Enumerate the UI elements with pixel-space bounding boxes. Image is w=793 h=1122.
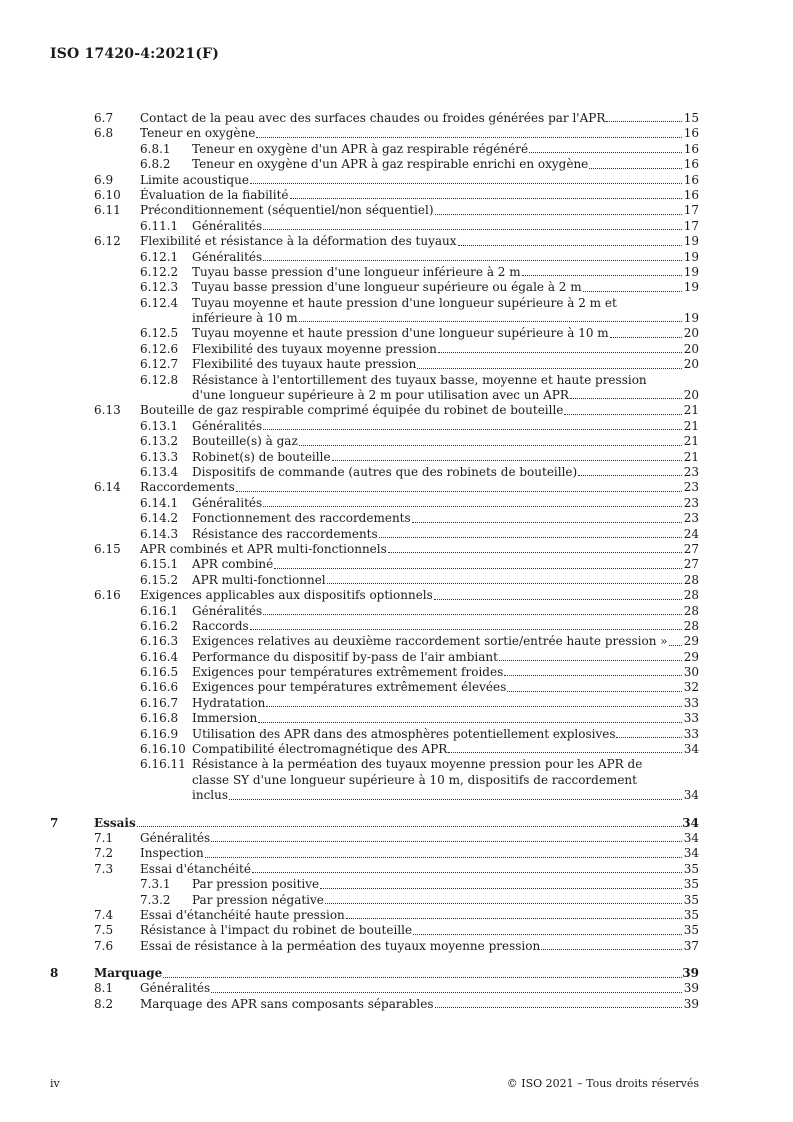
toc-page-number: 17: [683, 218, 699, 233]
toc-number: 6.16.11: [140, 757, 186, 772]
toc-title: Bouteille(s) à gaz: [192, 434, 298, 449]
toc-title: APR multi-fonctionnel: [192, 572, 326, 587]
toc-page-number: 16: [683, 172, 699, 187]
toc-page-number: 21: [683, 418, 699, 433]
dot-leader: [541, 939, 682, 950]
toc-entry[interactable]: [0, 816, 793, 831]
toc-page-number: 19: [683, 234, 699, 249]
toc-title: Par pression positive: [192, 877, 320, 892]
toc-page-number: 29: [683, 634, 699, 649]
toc-number: 6.13.3: [140, 449, 179, 464]
toc-number: 6.16.2: [140, 618, 179, 633]
toc-entry[interactable]: [0, 111, 793, 126]
dot-leader: [522, 265, 682, 276]
dot-leader: [413, 923, 682, 934]
toc-number: 6.12.3: [140, 280, 179, 295]
toc-title: Exigences pour températures extrêmement froides: [192, 665, 504, 680]
toc-title: Préconditionnement (séquentiel/non séquentiel): [140, 203, 434, 218]
toc-page-number: 21: [683, 403, 699, 418]
toc-title: Performance du dispositif by-pass de l'air ambiant: [192, 649, 498, 664]
toc-page-number: 21: [683, 449, 699, 464]
toc-entry[interactable]: [0, 997, 793, 1012]
toc-page-number: 28: [683, 588, 699, 603]
dot-leader: [438, 342, 682, 353]
dot-leader: [578, 465, 682, 476]
dot-leader: [435, 997, 682, 1008]
toc-page-number: 17: [683, 203, 699, 218]
toc-entry[interactable]: [0, 388, 793, 403]
toc-entry[interactable]: [0, 788, 793, 803]
toc-title: APR combiné: [192, 557, 274, 572]
toc-number: 8.2: [94, 996, 114, 1011]
toc-number: 6.12.7: [140, 357, 179, 372]
dot-leader: [499, 650, 682, 661]
dot-leader: [606, 111, 682, 122]
toc-number: 6.16.5: [140, 665, 179, 680]
toc-number: 7.3.2: [140, 892, 171, 907]
toc-title: Généralités: [140, 981, 211, 996]
dot-leader: [325, 893, 682, 904]
toc-entry[interactable]: [0, 680, 793, 695]
toc-title: Compatibilité électromagnétique des APR: [192, 742, 448, 757]
toc-title: Utilisation des APR dans des atmosphères potentiellement explosives: [192, 726, 616, 741]
toc-page-number: 27: [683, 541, 699, 556]
toc-number: 6.14.3: [140, 526, 179, 541]
dot-leader: [564, 403, 682, 414]
toc-title: Essais: [94, 815, 136, 830]
toc-entry[interactable]: [0, 265, 793, 280]
toc-title: Résistance à l'entortillement des tuyaux basse, moyenne et haute pression: [192, 372, 647, 387]
toc-title: Résistance des raccordements: [192, 526, 378, 541]
dot-leader: [417, 357, 682, 368]
toc-number: 7.3.1: [140, 877, 171, 892]
dot-leader: [458, 234, 682, 245]
dot-leader: [610, 326, 682, 337]
toc-entry[interactable]: [0, 727, 793, 742]
dot-leader: [290, 188, 682, 199]
toc-number: 6.13.4: [140, 464, 179, 479]
toc-number: 6.16.6: [140, 680, 179, 695]
toc-entry[interactable]: [0, 893, 793, 908]
toc-number: 6.16.8: [140, 711, 179, 726]
dot-leader: [236, 480, 682, 491]
toc-number: 6.16.3: [140, 634, 179, 649]
toc-page-number: 28: [683, 572, 699, 587]
toc-page-number: 20: [683, 357, 699, 372]
dot-leader: [205, 846, 682, 857]
toc-page-number: 21: [683, 434, 699, 449]
toc-title: Hydratation: [192, 695, 266, 710]
toc-number: 7.5: [94, 923, 114, 938]
dot-leader: [507, 680, 682, 691]
toc-page-number: 28: [683, 618, 699, 633]
toc-number: 7.4: [94, 907, 114, 922]
toc-entry[interactable]: [0, 757, 793, 772]
dot-leader: [274, 557, 682, 568]
toc-title: Dispositifs de commande (autres que des robinets de bouteille): [192, 464, 578, 479]
dot-leader: [332, 450, 682, 461]
toc-entry[interactable]: [0, 357, 793, 372]
toc-title: Évaluation de la fiabilité: [140, 187, 289, 202]
toc-title: Généralités: [192, 495, 263, 510]
toc-entry[interactable]: [0, 311, 793, 326]
toc-number: 6.16.9: [140, 726, 179, 741]
toc-title: Exigences applicables aux dispositifs optionnels: [140, 588, 433, 603]
toc-number: 6.14.1: [140, 495, 179, 510]
toc-page-number: 20: [683, 326, 699, 341]
toc-page-number: 16: [683, 126, 699, 141]
dot-leader: [669, 634, 682, 645]
toc-page-number: 35: [683, 892, 699, 907]
toc-number: 6.13.2: [140, 434, 179, 449]
toc-number: 6.13: [94, 403, 121, 418]
toc-page-number: 30: [683, 665, 699, 680]
toc-title: Inspection: [140, 846, 204, 861]
toc-title: Généralités: [192, 249, 263, 264]
toc-title: Marquage: [94, 966, 163, 981]
toc-number: 6.8.2: [140, 157, 171, 172]
dot-leader: [379, 527, 682, 538]
dot-leader: [263, 604, 682, 615]
toc-number: 7.3: [94, 861, 114, 876]
toc-number: 6.16: [94, 588, 121, 603]
dot-leader: [263, 219, 682, 230]
document-header: ISO 17420-4:2021(F): [50, 46, 220, 62]
toc-title: Contact de la peau avec des surfaces chaudes ou froides générées par l'APR: [140, 111, 606, 125]
toc-entry[interactable]: [0, 480, 793, 495]
toc-title: Exigences pour températures extrêmement élevées: [192, 680, 507, 695]
toc-page-number: 39: [682, 966, 699, 981]
toc-page-number: 28: [683, 603, 699, 618]
toc-page-number: 23: [683, 511, 699, 526]
toc-page-number: 27: [683, 557, 699, 572]
toc-title: Tuyau moyenne et haute pression d'une longueur supérieure à 2 m et: [192, 295, 617, 310]
dot-leader: [434, 588, 682, 599]
toc-page-number: 35: [683, 861, 699, 876]
toc-page-number: 19: [683, 264, 699, 279]
toc-entry[interactable]: [0, 403, 793, 418]
toc-entry[interactable]: [0, 373, 793, 388]
dot-leader: [252, 862, 682, 873]
toc-page-number: 34: [682, 815, 699, 830]
dot-leader: [570, 388, 682, 399]
dot-leader: [412, 511, 682, 522]
toc-title: classe SY d'une longueur supérieure à 10 m, dispositifs de raccordement: [192, 772, 637, 787]
toc-title: Flexibilité des tuyaux haute pression: [192, 357, 417, 372]
toc-page-number: 39: [683, 981, 699, 996]
toc-title: inférieure à 10 m: [192, 311, 298, 326]
dot-leader: [346, 908, 682, 919]
toc-title: Robinet(s) de bouteille: [192, 449, 331, 464]
toc-entry[interactable]: [0, 773, 793, 788]
dot-leader: [211, 831, 682, 842]
toc-entry[interactable]: [0, 831, 793, 846]
toc-title: Essai d'étanchéité haute pression: [140, 907, 345, 922]
dot-leader: [263, 496, 682, 507]
toc-entry[interactable]: [0, 342, 793, 357]
toc-entry[interactable]: [0, 234, 793, 249]
toc-number: 6.11.1: [140, 218, 179, 233]
toc-title: Raccords: [192, 618, 249, 633]
toc-entry[interactable]: [0, 126, 793, 141]
toc-page-number: 34: [683, 788, 699, 803]
toc-title: Limite acoustique: [140, 172, 249, 187]
toc-entry[interactable]: [0, 557, 793, 572]
toc-title: Généralités: [192, 218, 263, 233]
dot-leader: [250, 619, 682, 630]
dot-leader: [229, 788, 682, 799]
toc-entry[interactable]: [0, 419, 793, 434]
toc-number: 6.16.10: [140, 742, 186, 757]
toc-number: 6.7: [94, 111, 114, 125]
toc-entry[interactable]: [0, 696, 793, 711]
toc-number: 6.15: [94, 541, 121, 556]
toc-title: Essai d'étanchéité: [140, 861, 251, 876]
toc-page-number: 35: [683, 877, 699, 892]
toc-page-number: 34: [683, 846, 699, 861]
toc-entry[interactable]: [0, 188, 793, 203]
toc-page-number: 16: [683, 157, 699, 172]
table-of-contents: [0, 111, 793, 1012]
toc-number: 6.12.8: [140, 372, 179, 387]
toc-page-number: 20: [683, 341, 699, 356]
toc-page-number: 16: [683, 141, 699, 156]
toc-entry[interactable]: [0, 711, 793, 726]
toc-page-number: 19: [683, 311, 699, 326]
toc-entry[interactable]: [0, 542, 793, 557]
dot-leader: [258, 711, 682, 722]
dot-leader: [388, 542, 682, 553]
toc-page-number: 16: [683, 187, 699, 202]
toc-number: 8.1: [94, 981, 114, 996]
toc-entry[interactable]: [0, 496, 793, 511]
toc-title: Exigences relatives au deuxième raccordement sortie/entrée haute pression »: [192, 634, 668, 649]
toc-title: Tuyau basse pression d'une longueur inférieure à 2 m: [192, 264, 521, 279]
toc-number: 6.14.2: [140, 511, 179, 526]
toc-entry[interactable]: [0, 527, 793, 542]
dot-leader: [504, 665, 682, 676]
toc-page-number: 23: [683, 480, 699, 495]
toc-title: Tuyau basse pression d'une longueur supérieure ou égale à 2 m: [192, 280, 582, 295]
copyright-notice: © ISO 2021 – Tous droits réservés: [506, 1077, 699, 1090]
dot-leader: [589, 157, 682, 168]
toc-number: 6.13.1: [140, 418, 179, 433]
toc-number: 7: [50, 815, 59, 830]
dot-leader: [211, 981, 682, 992]
toc-page-number: 15: [683, 111, 699, 125]
toc-title: APR combinés et APR multi-fonctionnels: [140, 541, 387, 556]
toc-entry[interactable]: [0, 434, 793, 449]
toc-entry[interactable]: [0, 877, 793, 892]
toc-entry[interactable]: [0, 157, 793, 172]
toc-number: 6.12: [94, 234, 121, 249]
dot-leader: [137, 816, 682, 827]
toc-number: 6.16.4: [140, 649, 179, 664]
toc-title: Généralités: [192, 603, 263, 618]
toc-entry[interactable]: [0, 326, 793, 341]
toc-number: 8: [50, 966, 59, 981]
toc-page-number: 33: [683, 726, 699, 741]
toc-entry[interactable]: [0, 173, 793, 188]
toc-title: Généralités: [192, 418, 263, 433]
toc-title: Raccordements: [140, 480, 235, 495]
toc-entry[interactable]: [0, 619, 793, 634]
toc-number: 6.12.1: [140, 249, 179, 264]
toc-number: 6.10: [94, 187, 121, 202]
toc-entry[interactable]: [0, 665, 793, 680]
toc-entry[interactable]: [0, 604, 793, 619]
dot-leader: [529, 142, 682, 153]
toc-number: 6.15.1: [140, 557, 179, 572]
toc-title: Fonctionnement des raccordements: [192, 511, 411, 526]
toc-number: 7.6: [94, 938, 114, 953]
toc-number: 6.8.1: [140, 141, 171, 156]
toc-number: 6.12.2: [140, 264, 179, 279]
toc-title: d'une longueur supérieure à 2 m pour utilisation avec un APR: [192, 388, 569, 403]
toc-number: 6.16.1: [140, 603, 179, 618]
toc-page-number: 39: [683, 996, 699, 1011]
dot-leader: [299, 434, 682, 445]
toc-entry[interactable]: [0, 981, 793, 996]
toc-number: 6.15.2: [140, 572, 179, 587]
toc-title: Flexibilité des tuyaux moyenne pression: [192, 341, 437, 356]
toc-number: 6.16.7: [140, 695, 179, 710]
toc-entry[interactable]: [0, 203, 793, 218]
toc-entry[interactable]: [0, 846, 793, 861]
toc-entry[interactable]: [0, 939, 793, 954]
toc-page-number: 37: [683, 938, 699, 953]
toc-entry[interactable]: [0, 142, 793, 157]
toc-number: 7.2: [94, 846, 114, 861]
toc-title: Bouteille de gaz respirable comprimé équipée du robinet de bouteille: [140, 403, 564, 418]
dot-leader: [435, 203, 683, 214]
toc-entry[interactable]: [0, 573, 793, 588]
toc-entry[interactable]: [0, 923, 793, 938]
dot-leader: [616, 727, 682, 738]
toc-entry[interactable]: [0, 250, 793, 265]
toc-number: 6.12.4: [140, 295, 179, 310]
page-number: iv: [50, 1077, 60, 1090]
toc-title: Immersion: [192, 711, 258, 726]
toc-page-number: 35: [683, 923, 699, 938]
toc-page-number: 20: [683, 388, 699, 403]
dot-leader: [448, 742, 682, 753]
toc-entry[interactable]: [0, 908, 793, 923]
toc-number: 7.1: [94, 830, 114, 845]
toc-title: Résistance à l'impact du robinet de bouteille: [140, 923, 413, 938]
toc-entry[interactable]: [0, 650, 793, 665]
toc-page-number: 33: [683, 695, 699, 710]
toc-entry[interactable]: [0, 450, 793, 465]
toc-page-number: 34: [683, 742, 699, 757]
toc-number: 6.14: [94, 480, 121, 495]
toc-entry[interactable]: [0, 634, 793, 649]
dot-leader: [299, 311, 682, 322]
toc-number: 6.11: [94, 203, 121, 218]
toc-page-number: 23: [683, 464, 699, 479]
dot-leader: [250, 173, 682, 184]
toc-title: Essai de résistance à la perméation des tuyaux moyenne pression: [140, 938, 541, 953]
toc-page-number: 29: [683, 649, 699, 664]
toc-title: Généralités: [140, 830, 211, 845]
toc-title: Tuyau moyenne et haute pression d'une longueur supérieure à 10 m: [192, 326, 609, 341]
toc-page-number: 19: [683, 249, 699, 264]
toc-title: Teneur en oxygène: [140, 126, 256, 141]
toc-entry[interactable]: [0, 588, 793, 603]
toc-title: Teneur en oxygène d'un APR à gaz respirable régénéré: [192, 141, 529, 156]
toc-entry[interactable]: [0, 280, 793, 295]
toc-entry[interactable]: [0, 296, 793, 311]
dot-leader: [583, 280, 682, 291]
dot-leader: [266, 696, 682, 707]
toc-number: 6.9: [94, 172, 114, 187]
toc-title: Marquage des APR sans composants séparables: [140, 996, 434, 1011]
dot-leader: [263, 250, 682, 261]
dot-leader: [163, 966, 682, 977]
toc-entry[interactable]: [0, 465, 793, 480]
dot-leader: [263, 419, 682, 430]
dot-leader: [327, 573, 682, 584]
toc-entry[interactable]: [0, 219, 793, 234]
toc-entry[interactable]: [0, 966, 793, 981]
toc-page-number: 24: [683, 526, 699, 541]
toc-number: 6.12.6: [140, 341, 179, 356]
toc-number: 6.8: [94, 126, 114, 141]
toc-entry[interactable]: [0, 862, 793, 877]
dot-leader: [320, 877, 682, 888]
toc-title: Par pression négative: [192, 892, 324, 907]
toc-title: Teneur en oxygène d'un APR à gaz respirable enrichi en oxygène: [192, 157, 589, 172]
toc-page-number: 32: [683, 680, 699, 695]
toc-page-number: 19: [683, 280, 699, 295]
toc-page-number: 35: [683, 907, 699, 922]
toc-title: Flexibilité et résistance à la déformation des tuyaux: [140, 234, 457, 249]
toc-page-number: 23: [683, 495, 699, 510]
toc-title: Résistance à la perméation des tuyaux moyenne pression pour les APR de: [192, 757, 643, 772]
toc-number: 6.12.5: [140, 326, 179, 341]
toc-page-number: 34: [683, 830, 699, 845]
toc-title: inclus: [192, 788, 229, 803]
toc-entry[interactable]: [0, 742, 793, 757]
toc-entry[interactable]: [0, 511, 793, 526]
dot-leader: [256, 126, 682, 137]
toc-page-number: 33: [683, 711, 699, 726]
